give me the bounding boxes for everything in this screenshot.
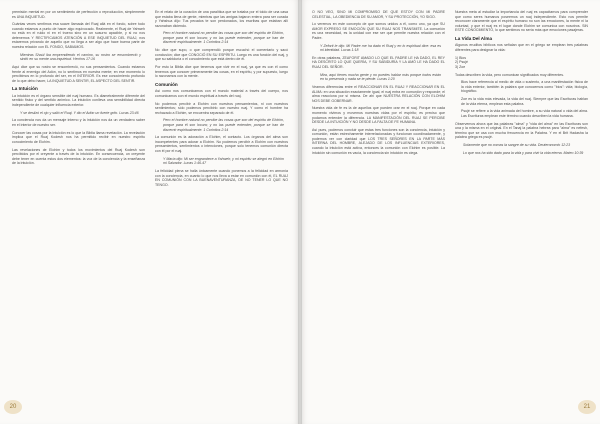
scripture-quote: Y se deslizó el ojo y salió el Ruaj. Y dio el Adón un fuerte grito. Lucas 23:46	[20, 110, 139, 115]
paragraph: Así como nos comunicamos con el mundo material a través del cuerpo, nos comunicamos con el mundo espiritual a través del ruaj.	[155, 89, 288, 98]
paragraph: En el relato de la curación de una paralítica que se trataba por el toldo de una casa que estaba llena de gente, mientras que las amigas bajaron entera para ser curada y Yahshua dijo: Tus pecados te son perdonados, los escribas que estaban allí razonaban diciendo.	[155, 10, 288, 28]
scripture-quote: Pero el hombre natural no percibe las cosas que son del espíritu de Elohim, porque para él son locura; y no las puede entender, porque se han de discernir espiritualmente. 1 Corintios 2:14	[163, 118, 284, 132]
section-heading: La Intuición	[12, 86, 38, 92]
paragraph: No podemos percibir a Elohim con nuestros pensamientos, ni con nuestros sentimientos; sólo podemos percibirlo con nuestro ruaj. Y como el hombre ha rechazado a Elohim, se encuentra separado de él.	[155, 101, 288, 115]
paragraph: Las revelaciones de Elohim y todos los movimientos del Ruaj Kodesh son percibidos por el creyente a través de la intuición. En consecuencia, un creyente debe tener en cuenta estos dos elementos: la voz de la conciencia y la enseñanza de la intuición.	[12, 147, 145, 166]
scripture-quote: Y Zeforit le dijo: Mi Padre me ha dado el Ruaj y en lo espiritual dice: esa es mi identidad. Lucas 1:18	[320, 43, 441, 53]
left-column-1	[12, 10, 145, 396]
bullet-item: Psujé se refiere a la vida animada del hombre, a su vida natural o vida del alma. Las Escrituras emplean este término cuando describen la vida humana.	[461, 109, 588, 118]
paragraph: En otras palabras, ZEAFORIT AMADO LO QUE EL PADRE LE HA DADO, EL REY HA DESCRITO LO QUE QUERÍA, Y SU SABIDURÍA Y LA AMÓ LE HA DADO EL RUAJ DEL SEÑOR.	[312, 55, 445, 70]
bullet-item: Zoe es la vida más elevada, la vida del ruaj. Siempre que las Escrituras hablan de la vida eterna, emplean esta palabra.	[461, 97, 588, 106]
paragraph: La comunión es la adoración a Elohim, el contacto. Los órganos del alma son incompetentes para adorar a Elohim. No podemos percibir a Elohim con nuestros pensamientos, sentimientos o intenciones, porque solo tenemos comunión directa con él por el ruaj.	[155, 135, 288, 153]
paragraph: Cuántas veces sentimos esa suave llamada del Ruaj allá en el fondo, sobre todo cuando estamos a punto de hacer algo equivocado. Realmente, el Ruaj de Yahweh no está en el ruido ni en el trueno sino en un susurro apacible, y si no nos detenemos Y RECTIFICAMOS ATENCIÓN A ESE INQUIETUD DEL RUAJ, nos estaremos privando de aquello que no llega a ser algo que hace buena parte de nuestra relación con EL FONDO, SABIAMOS.	[12, 22, 145, 50]
paragraph: Aquí dice que su rostro se ensombreció, no sus pensamientos. Cuando estamos frente al enemigo del Adón, no lo sentimos en nuestra mente; en ese momento lo percibimos en lo profundo del ser, en el INTERIOR. Es ese conocimiento profundo de lo que debo hacer, LA INQUIETUD A SENTIR, EL ASPECTO DEL SENTIR.	[12, 65, 145, 83]
paragraph: Algunos eruditos bíblicos nos señalan que en el griego se emplean tres palabras diferentes para designar la vida:	[455, 43, 588, 52]
scripture-quote: Lo que nos ha sido dado para la vida y para vivir la vida eterna. Mateo 10:39	[463, 150, 584, 155]
paragraph: La felicidad plena se halla únicamente cuando ponemos a la felicidad en armonía con la conciencia, en cuanto lo que nos lleva a estar en comunión con él, EL RUAJ EN COMUNIÓN CON LA BUENAVENTURANZA, DE NO TENER LO QUE NO TENGO.	[155, 168, 288, 187]
paragraph: Veamos diferencias entre el REACCIONAR EN EL RUAJ Y REACCIONAR EN EL ALMA: en una situación exactamente igual, el ruaj entra en comunión y responde; el alma reacciona por sí misma. De ahí que NUESTRA RELACIÓN CON ELOHIM NOS DEBE GOBERNAR.	[312, 85, 445, 103]
right-page	[300, 0, 600, 424]
section-heading: Comunión	[155, 81, 178, 87]
scripture-quote: Pero el hombre natural no percibe las cosas que son del espíritu de Elohim, porque para él son locura; y no las puede entender, porque se han de discernir espiritualmente. 1 Corintios 2:14	[163, 31, 284, 45]
page-number: 20	[4, 400, 22, 414]
bullet-item: Bios hace referencia al medio de vida o sustento, a una manifestación física de la vida exterior, también la palabra que conocemos como "bios": vida; biología, biográfico.	[461, 80, 588, 94]
paragraph: premisión mental en por un sentimiento de perfección o reproducción, simplemente es UNA INQUIETUD.	[12, 10, 145, 19]
paragraph: No dice que supo, o que comprendió porque escuchó el comentario y sacó conclusión; dice que CONOCIÓ EN SU ESPÍRITU. Luego es una función del ruaj, y que su sabiduría o el conocimiento que está dentro de él.	[155, 48, 288, 62]
book-gutter	[298, 0, 302, 424]
paragraph: Todas describen la vida, pero comunican significados muy diferentes.	[455, 72, 565, 77]
list: 1) Bios 2) Psujé 3) Zoe	[455, 55, 469, 69]
paragraph: Observemos ahora que las palabras "alma" y "vida del alma" en las Escrituras son una y la misma en el original. En el Tanaj la palabra hebrea para "alma" es nefesh, término que se usa con mucha frecuencia en la Palabra. Y en el Brit Hadasha la palabra griega es psujé.	[455, 121, 588, 140]
paragraph: Nuestra vida de fe es la de aquellos que pueden orar en el ruaj. Porque en cada momento vivimos y movemos nuestras vidas por el espíritu; es preciso que podamos entender la diferencia. LA MANIFESTACIÓN DEL RUAJ SE PERCIBE DESDE LA INTUICIÓN Y NO DESDE LA FALTA DE FE HUMANA.	[312, 106, 445, 125]
paragraph: Así pues, podemos concluir que estas tres funciones son la conciencia, intuición y comunión, están estrechamente interrelacionadas y funcionan coordinadamente, y podemos ver con claridad que LOS TRES SEÑORES EN LA PARTE MÁS INTERNA DEL HOMBRE, ALEJADO DE LOS INFLUENCIAS EXTERIORES, cuando la intuición está activa, entonces la comunión con Elohim es posible. La intuición sin comunión es vacía, la conciencia sin intuición es ciega.	[312, 127, 445, 155]
scripture-quote: Mientras Shaúl iba emprendiendo el camino, su rostro se ensombreció y sintió en su mente una inquietud. Hechos 17:16	[20, 52, 141, 62]
paragraph: La conciencia nos da un mensaje interno y la intuición nos da un verdadero saber en el interior de nuestro ser.	[12, 118, 145, 128]
paragraph: O NO VEO, SINO MI COMPROMISO DE QUE ESTOY CON MI PADRE CELESTIAL, LA OBEDIENCIA DE SU AMOR, Y SU PROTECCIÓN, YO SIGO.	[312, 10, 445, 19]
left-column-2	[155, 10, 288, 396]
paragraph: Lo veremos en este concepto de que somos unidos a él, como uno, ya que SU AMOR EXPRESO SE EMOCIÓN QUE SU RUAJ NOS TRANSMITE. La comunión es una necesidad, es la unidad con ese ser que permite nuestra relación con el Padre.	[312, 22, 445, 40]
right-column-1	[312, 10, 445, 396]
left-page-columns	[12, 10, 288, 396]
right-column-2	[455, 10, 588, 396]
scripture-quote: Solamente que no comas la sangre de su vida. Deuteronomio 12:23	[463, 143, 571, 148]
page-number: 21	[578, 400, 596, 414]
scripture-quote: Y María dijo: Mi ser engrandece a Yahweh; y mi espíritu se alegró en Elohim mi Salvador. Lucas 1:46-47	[163, 156, 284, 166]
scripture-quote: Mira, aquí tienes mucha gente y no puedes hablar más porque todos están en tu presencia y nada se te pierde. Lucas 1:20	[320, 72, 441, 82]
paragraph: Nuestra meta al estudiar la importancia del ruaj es capacitarnos para comprender que como seres humanos poseemos un ruaj independiente. Esto nos permite reconocer claramente que el espíritu humano no son las emociones, la mente ni la voluntad, y que el ruaj es el lugar donde Elohim se comunica con nosotros. SIN ESTE CONOCIMIENTO, lo que sentimos no sería más que emociones pasajeras.	[455, 10, 588, 33]
paragraph: Por esto la Biblia dice que tenemos que vivir en el ruaj, ya que es con él como tenemos que conocer primeramente las cosas, en el espíritu, y por supuesto, luego lo razonamos con la mente.	[155, 65, 288, 79]
section-heading: La Vida Del Alma	[455, 35, 493, 41]
right-page-columns	[312, 10, 588, 396]
paragraph: Conocer las cosas por la intuición es lo que la Biblia llama revelación. La revelación implica que el Ruaj Kodesh nos ha permitido recibir en nuestro espíritu conocimiento de Elohim.	[12, 130, 145, 144]
paragraph: La intuición es el órgano sensible del ruaj humano. Es diametralmente diferente del sentido físico y del sentido anímico. La intuición conlleva una sensibilidad directa independiente de cualquier influencia exterior.	[12, 93, 145, 107]
